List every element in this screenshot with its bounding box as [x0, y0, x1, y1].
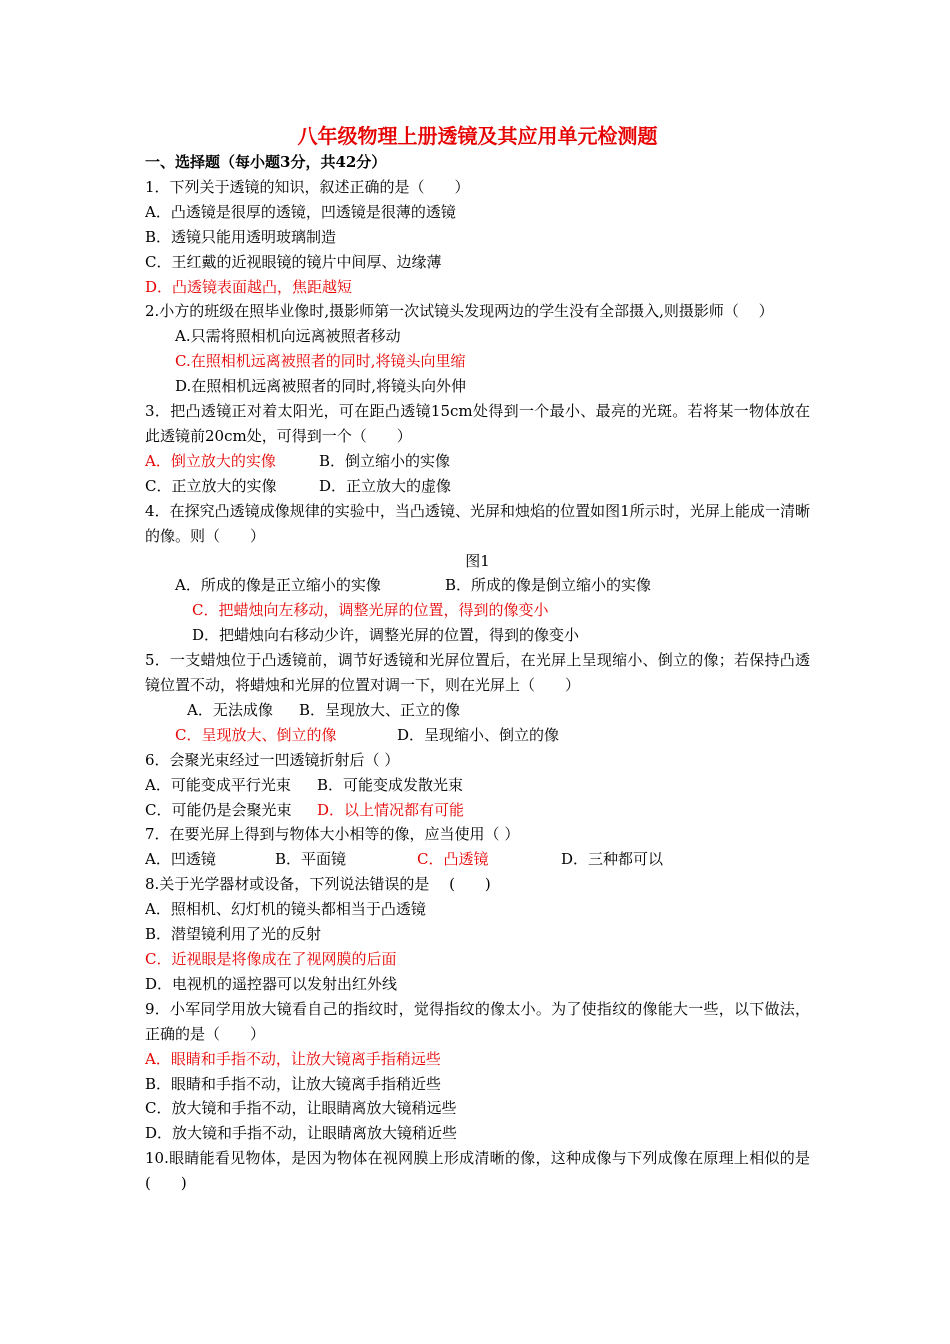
question-9-option-d: D．放大镜和手指不动，让眼睛离放大镜稍近些: [145, 1124, 458, 1143]
question-4-option-c-answer: C．把蜡烛向左移动，调整光屏的位置，得到的像变小: [192, 601, 549, 620]
question-5-options-ab: [145, 698, 810, 723]
question-7-option-d: D．三种都可以: [561, 850, 664, 869]
question-7-stem: 7．在要光屏上得到与物体大小相等的像，应当使用（ ）: [145, 825, 520, 844]
question-6-option-d-answer: D．以上情况都有可能: [317, 800, 465, 819]
question-9-option-a-answer: A．眼睛和手指不动，让放大镜离手指稍远些: [145, 1049, 441, 1068]
exam-page: [145, 122, 810, 1196]
question-3-option-c: C．正立放大的实像: [145, 476, 277, 495]
question-2-option-d: D.在照相机远离被照者的同时,将镜头向外伸: [175, 377, 467, 396]
question-7-option-a: A．凹透镜: [145, 850, 216, 869]
question-3-option-b: B．倒立缩小的实像: [319, 451, 451, 470]
figure-1-caption: 图1: [465, 551, 490, 570]
question-2-option-c-answer: C.在照相机远离被照者的同时,将镜头向里缩: [175, 352, 466, 371]
question-6-option-a: A．可能变成平行光束: [145, 775, 291, 794]
question-7-options: [145, 847, 810, 872]
question-9-option-b: B．眼睛和手指不动，让放大镜离手指稍近些: [145, 1074, 442, 1093]
question-1-option-b: B．透镜只能用透明玻璃制造: [145, 227, 337, 246]
question-1-option-a: A．凸透镜是很厚的透镜，凹透镜是很薄的透镜: [145, 202, 456, 221]
question-5-option-a: A．无法成像: [187, 700, 273, 719]
question-6-options-cd: [145, 798, 810, 823]
question-5-option-c-answer: C．呈现放大、倒立的像: [175, 725, 337, 744]
question-4-option-d: D．把蜡烛向右移动少许，调整光屏的位置，得到的像变小: [192, 626, 580, 645]
question-3-stem: 3．把凸透镜正对着太阳光，可在距凸透镜15cm处得到一个最小、最亮的光斑。若将某一物体放在此透镜前20cm处，可得到一个（ ）: [145, 402, 810, 445]
question-4-option-a: A．所成的像是正立缩小的实像: [175, 576, 381, 595]
question-6-options-ab: [145, 773, 810, 798]
question-7-option-c-answer: C．凸透镜: [417, 850, 489, 869]
question-2-stem: 2.小方的班级在照毕业像时,摄影师第一次试镜头发现两边的学生没有全部摄入,则摄影师（ ）: [145, 302, 774, 321]
question-1-stem: 1．下列关于透镜的知识，叙述正确的是（ ）: [145, 177, 470, 196]
question-8-option-a: A．照相机、幻灯机的镜头都相当于凸透镜: [145, 900, 426, 919]
question-5-options-cd: [145, 723, 810, 748]
question-8-option-c-answer: C．近视眼是将像成在了视网膜的后面: [145, 950, 397, 968]
question-8-option-d: D．电视机的遥控器可以发射出红外线: [145, 974, 398, 993]
question-8-option-b: B．潜望镜利用了光的反射: [145, 925, 322, 944]
question-3-options-cd: [145, 474, 810, 499]
question-6-stem: 6．会聚光束经过一凹透镜折射后（ ）: [145, 750, 400, 769]
question-10-stem: 10.眼睛能看见物体，是因为物体在视网膜上形成清晰的像，这种成像与下列成像在原理上相似的是( ): [145, 1149, 810, 1193]
section-heading: 一、选择题（每小题3分，共42分）: [145, 153, 387, 171]
question-5-stem: 5．一支蜡烛位于凸透镜前，调节好透镜和光屏位置后，在光屏上呈现缩小、倒立的像；若保持凸透镜位置不动，将蜡烛和光屏的位置对调一下，则在光屏上（ ）: [145, 651, 810, 695]
document-title: 八年级物理上册透镜及其应用单元检测题: [297, 124, 658, 148]
question-6-option-c: C．可能仍是会聚光束: [145, 800, 292, 819]
question-4-options-ab: [145, 573, 810, 598]
question-8-stem: 8.关于光学器材或设备，下列说法错误的是 ( ): [145, 875, 491, 894]
question-1-option-c: C．王红戴的近视眼镜的镜片中间厚、边缘薄: [145, 252, 442, 271]
question-6-option-b: B．可能变成发散光束: [317, 775, 464, 794]
question-2-option-a: A.只需将照相机向远离被照者移动: [175, 327, 401, 346]
question-9-stem: 9．小军同学用放大镜看自己的指纹时，觉得指纹的像太小。为了使指纹的像能大一些，以下做法，正确的是（ ）: [145, 999, 810, 1043]
question-9-option-c: C．放大镜和手指不动，让眼睛离放大镜稍远些: [145, 1099, 457, 1118]
question-4-stem: 4．在探究凸透镜成像规律的实验中，当凸透镜、光屏和烛焰的位置如图1所示时，光屏上能成一清晰的像。则（ ）: [145, 501, 810, 545]
question-3-options-ab: [145, 449, 810, 474]
question-5-option-b: B．呈现放大、正立的像: [299, 700, 461, 719]
question-3-option-a-answer: A．倒立放大的实像: [145, 451, 276, 470]
question-5-option-d: D．呈现缩小、倒立的像: [397, 725, 560, 744]
question-4-option-b: B．所成的像是倒立缩小的实像: [445, 576, 652, 595]
question-7-option-b: B．平面镜: [275, 850, 347, 869]
question-3-option-d: D．正立放大的虚像: [319, 476, 452, 495]
question-1-option-d-answer: D．凸透镜表面越凸，焦距越短: [145, 277, 353, 296]
